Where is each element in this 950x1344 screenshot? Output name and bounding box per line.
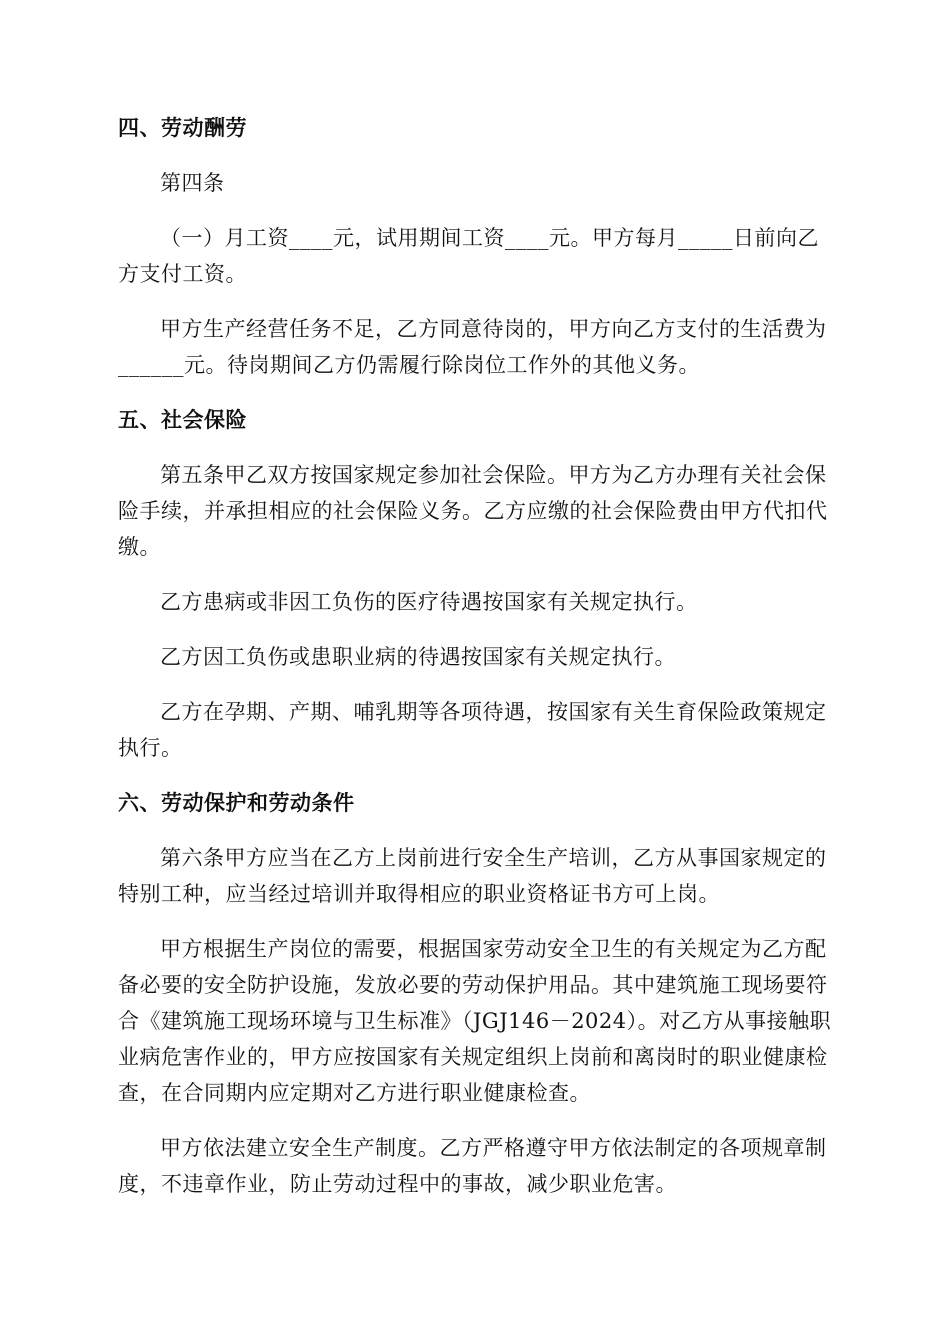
- section-heading-labor-protection: 六、劳动保护和劳动条件: [118, 791, 355, 815]
- work-injury-clause: 乙方因工负伤或患职业病的待遇按国家有关规定执行。: [160, 645, 676, 669]
- section-heading-remuneration: 四、劳动酬劳: [118, 116, 247, 140]
- standby-allowance-clause: 甲方生产经营任务不足，乙方同意待岗的，甲方向乙方支付的生活费为______元。待岗期间乙方仍需履行除岗位工作外的其他义务。: [118, 317, 827, 377]
- article-4-label: 第四条: [160, 171, 225, 195]
- article-6-clause: 第六条甲方应当在乙方上岗前进行安全生产培训，乙方从事国家规定的特别工种，应当经过培训并取得相应的职业资格证书方可上岗。: [118, 846, 827, 906]
- salary-clause: （一）月工资____元，试用期间工资____元。甲方每月_____日前向乙方支付工资。: [118, 226, 819, 286]
- medical-treatment-clause: 乙方患病或非因工负伤的医疗待遇按国家有关规定执行。: [160, 590, 698, 614]
- safety-rules-clause: 甲方依法建立安全生产制度。乙方严格遵守甲方依法制定的各项规章制度，不违章作业，防止劳动过程中的事故，减少职业危害。: [118, 1136, 827, 1196]
- article-5-clause: 第五条甲乙双方按国家规定参加社会保险。甲方为乙方办理有关社会保险手续，并承担相应的社会保险义务。乙方应缴的社会保险费由甲方代扣代缴。: [118, 463, 828, 559]
- maternity-clause: 乙方在孕期、产期、哺乳期等各项待遇，按国家有关生育保险政策规定执行。: [118, 700, 827, 760]
- safety-equipment-clause: 甲方根据生产岗位的需要，根据国家劳动安全卫生的有关规定为乙方配备必要的安全防护设施，发放必要的劳动保护用品。其中建筑施工现场要符合《建筑施工现场环境与卫生标准》（JGJ146－2024）。对乙方从事接触职业病危害作业的，甲方应按国家有关规定组织上岗前和离岗时的职业健康检查，在合同期内应定期对乙方进行职业健康检查。: [118, 937, 832, 1105]
- section-heading-social-insurance: 五、社会保险: [118, 408, 247, 432]
